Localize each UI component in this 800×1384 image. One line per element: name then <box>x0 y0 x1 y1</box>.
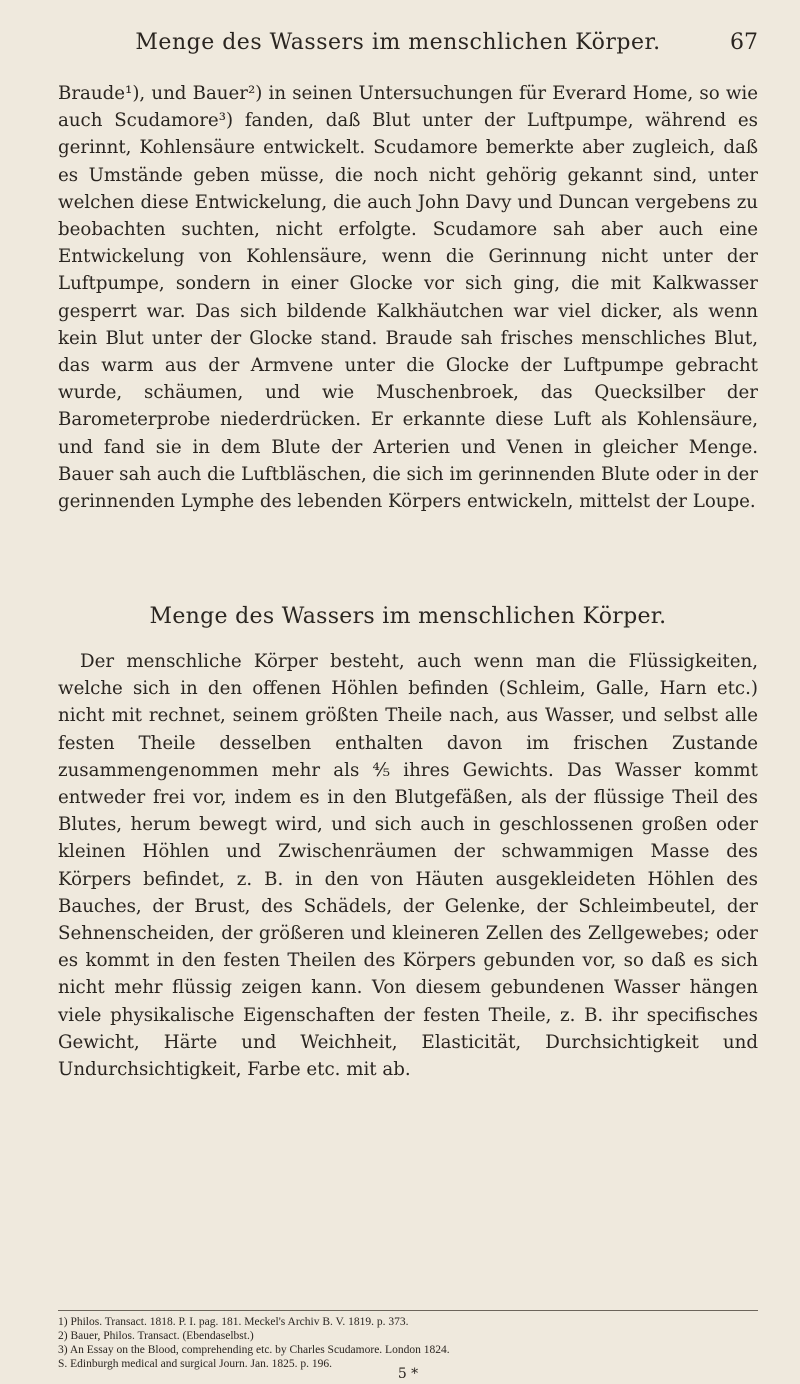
paragraph-water-content: Der menschliche Körper besteht, auch wenn man die Flüssigkeiten, welche sich in den offenen Höhlen befinden (Schleim, Galle, Harn etc.) nicht mit rechnet, seinem größten Theile nach, aus Wasser, und selbst alle festen Theile desselben enthalten davon im frischen Zustande zusammengenommen mehr als ⁴⁄₅ ihres Gewichts. Das Wasser kommt entweder frei vor, indem es in den Blutgefäßen, als der flüssige Theil des Blutes, herum bewegt wird, und sich auch in geschlossenen großen oder kleinen Höhlen und Zwischenräumen der schwammigen Masse des Körpers befindet, z. B. in den von Häuten ausgekleideten Höhlen des Bauches, der Brust, des Schädels, der Gelenke, der Schleimbeutel, der Sehnenscheiden, der größeren und kleineren Zellen des Zellgewebes; oder es kommt in den festen Theilen des Körpers gebunden vor, so daß es sich nicht mehr flüssig zeigen kann. Von diesem gebundenen Wasser hängen viele physikalische Eigenschaften der festen Theile, z. B. ihr specifisches Gewicht, Härte und Weichheit, Elasticität, Durchsichtigkeit und Undurchsichtigkeit, Farbe etc. mit ab. <box>58 651 758 1081</box>
paragraph-blood-carbonic-acid: Braude¹), und Bauer²) in seinen Untersuchungen für Everard Home, so wie auch Scudamore³) fanden, daß Blut unter der Luftpumpe, während es gerinnt, Kohlensäure entwickelt. Scudamore bemerkte aber zugleich, daß es Umstände geben müsse, die noch nicht gehörig gekannt sind, unter welchen diese Entwickelung, die auch John Davy und Duncan vergebens zu beobachten suchten, nicht erfolgte. Scudamore sah aber auch eine Entwickelung von Kohlensäure, wenn die Gerinnung nicht unter der Luftpumpe, sondern in einer Glocke vor sich ging, die mit Kalkwasser gesperrt war. Das sich bildende Kalkhäutchen war viel dicker, als wenn kein Blut unter der Glocke stand. Braude sah frisches menschliches Blut, das warm aus der Armvene unter die Glocke der Luftpumpe gebracht wurde, schäumen, und wie Muschenbroek, das Quecksilber der Barometerprobe niederdrücken. Er erkannte diese Luft als Kohlensäure, und fand sie in dem Blute der Arterien und Venen in gleicher Menge. Bauer sah auch die Luftbläschen, die sich im gerinnenden Blute oder in der gerinnenden Lymphe des lebenden Körpers entwickeln, mittelst der Loupe. <box>58 83 758 513</box>
running-title: Menge des Wassers im menschlichen Körper. <box>135 30 661 55</box>
printer-signature-mark: 5 * <box>397 1366 419 1382</box>
footnote-divider <box>58 1310 758 1311</box>
page-header <box>58 30 758 70</box>
section-heading: Menge des Wassers im menschlichen Körper. <box>149 604 667 629</box>
footnote-3: 3) An Essay on the Blood, comprehending etc. by Charles Scudamore. London 1824. <box>58 1344 450 1356</box>
footnote-3-continued: S. Edinburgh medical and surgical Journ. Jan. 1825. p. 196. <box>58 1358 332 1370</box>
footnote-2: 2) Bauer, Philos. Transact. (Ebendaselbst.) <box>58 1330 254 1342</box>
footnotes <box>58 1315 758 1371</box>
footnote-1: 1) Philos. Transact. 1818. P. I. pag. 181. Meckel's Archiv B. V. 1819. p. 373. <box>58 1316 409 1328</box>
page-number: 67 <box>730 30 758 55</box>
book-page <box>58 0 758 1384</box>
